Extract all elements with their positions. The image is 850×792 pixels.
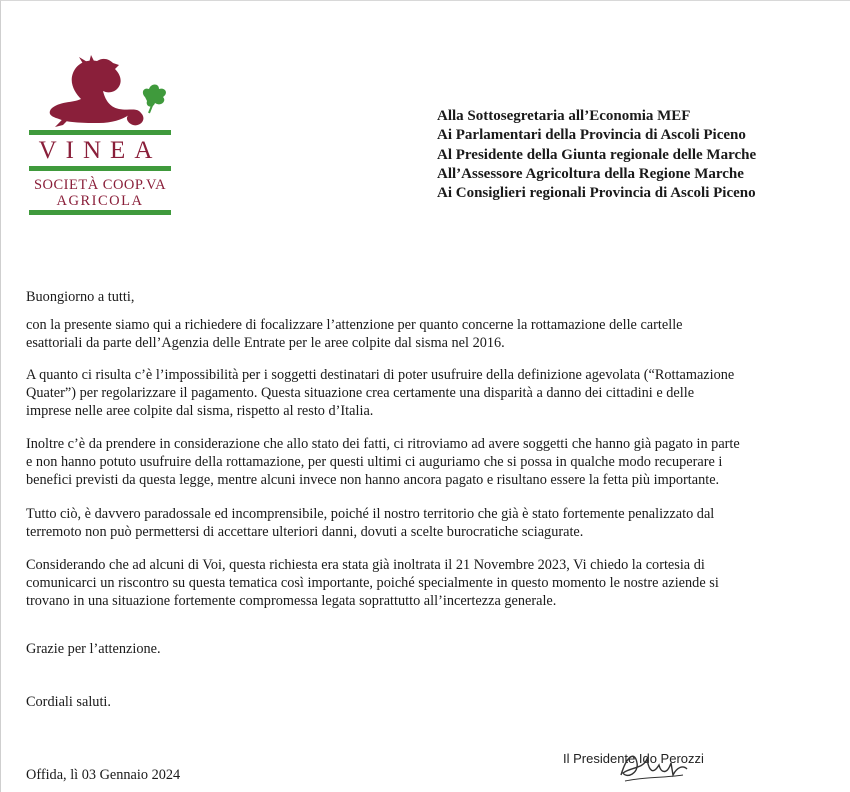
logo-subtitle-1: SOCIETÀ COOP.VA — [33, 177, 167, 193]
paragraph-line: A quanto ci risulta c’è l’impossibilità per i soggetti destinatari di poter usufruire della definizione agevolata (“Rottamazione — [26, 367, 735, 383]
recipient-line: Alla Sottosegretaria all’Economia MEF — [437, 108, 691, 124]
paragraph-5 — [26, 556, 826, 610]
recipient-line: Ai Parlamentari della Provincia di Ascoli Piceno — [437, 127, 746, 144]
paragraph-1 — [26, 316, 826, 352]
handwritten-signature-icon — [613, 745, 693, 785]
paragraph-line: con la presente siamo qui a richiedere di focalizzare l’attenzione per quanto concerne la rottamazione delle cartelle — [26, 317, 683, 333]
paragraph-line: esattoriali da parte dell’Agenzia delle Entrate per le aree colpite dal sisma nel 2016. — [26, 335, 505, 351]
paragraph-line: Tutto ciò, è davvero paradossale ed incomprensibile, poiché il nostro territorio che già è stato fortemente penalizzato dal — [26, 506, 715, 522]
paragraph-line: Considerando che ad alcuni di Voi, questa richiesta era stata già inoltrata il 21 Novembre 2023, Vi chiedo la cortesia di — [26, 557, 705, 573]
paragraph-line: comunicarci un riscontro su questa tematica così importante, poiché specialmente in questo momento le nostre aziende si — [26, 575, 719, 591]
thanks-line: Grazie per l’attenzione. — [26, 641, 161, 657]
regards-line: Cordiali saluti. — [26, 694, 111, 710]
paragraph-line: trovano in una situazione fortemente compromessa legata soprattutto all’incertezza generale. — [26, 593, 557, 609]
paragraph-line: Inoltre c’è da prendere in considerazione che allo stato dei fatti, ci ritroviamo ad avere soggetti che hanno già pagato in parte — [26, 436, 740, 452]
paragraph-line: Quater”) per regolarizzare il pagamento. Questa situazione crea certamente una disparità a danno dei cittadini e delle — [26, 385, 695, 401]
signature-label: Il Presidente Ido Perozzi — [563, 751, 704, 766]
recipient-line: Al Presidente della Giunta regionale delle Marche — [437, 146, 757, 163]
logo-subtitle-2: AGRICOLA — [56, 193, 144, 209]
logo-title: VINEA — [38, 137, 162, 164]
recipient-line: Ai Consiglieri regionali Provincia di Ascoli Piceno — [437, 185, 756, 202]
paragraph-line: imprese nelle aree colpite dal sisma, rispetto al resto d’Italia. — [26, 403, 374, 419]
company-logo — [29, 53, 179, 223]
paragraph-4 — [26, 505, 826, 541]
greeting: Buongiorno a tutti, — [26, 289, 135, 305]
paragraph-line: terremoto non può permettersi di accettare ulteriori danni, dovuti a scelte burocratiche sciagurate. — [26, 524, 584, 540]
recipient-line: All’Assessore Agricoltura della Regione Marche — [437, 165, 744, 182]
recipients-block — [437, 107, 837, 203]
paragraph-line: benefici previsti da questa legge, mentre alcuni invece non hanno ancora pagato e risultano essere la fetta più importante. — [26, 472, 720, 488]
place-date: Offida, lì 03 Gennaio 2024 — [26, 767, 181, 783]
paragraph-line: e non hanno potuto usufruire della rottamazione, per questi ultimi ci auguriamo che si possa in qualche modo recuperare i — [26, 454, 723, 470]
paragraph-2 — [26, 366, 826, 420]
paragraph-3 — [26, 435, 826, 489]
